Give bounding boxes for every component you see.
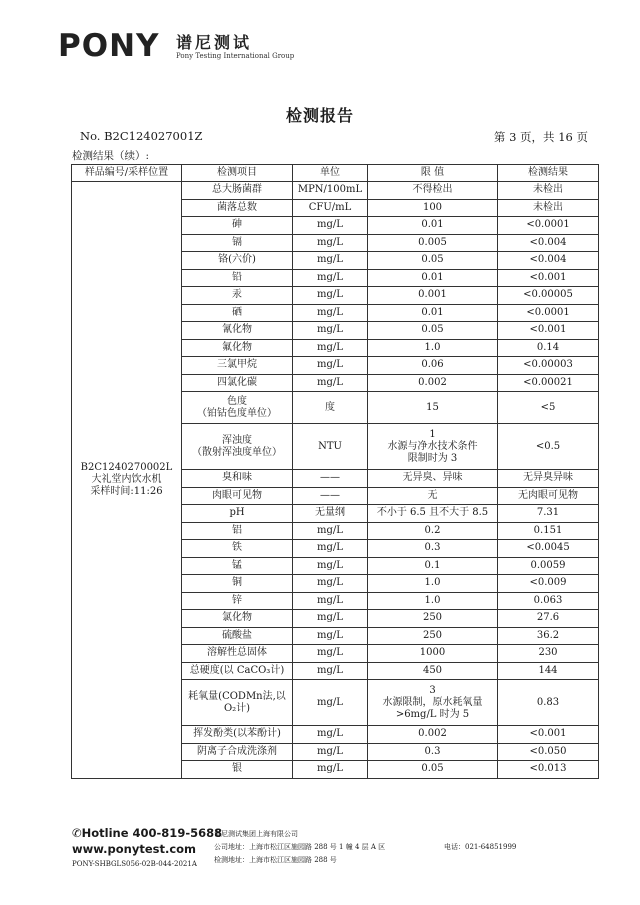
cell-unit: mg/L (293, 743, 368, 761)
pony-logo: PONY (58, 28, 160, 64)
sample-info: B2C1240270002L 大礼堂内饮水机 采样时间:11:26 (72, 182, 182, 779)
header-limit: 限 值 (368, 165, 498, 182)
cell-item: 耗氧量(CODMn法,以 O₂计) (182, 680, 293, 726)
cell-limit: 0.001 (368, 287, 498, 305)
cell-unit: mg/L (293, 304, 368, 322)
cell-unit: mg/L (293, 557, 368, 575)
cell-unit: mg/L (293, 322, 368, 340)
logo-chinese-name: 谱尼测试 (176, 33, 253, 52)
cell-unit: mg/L (293, 269, 368, 287)
cell-item: 硫酸盐 (182, 627, 293, 645)
cell-result: 144 (498, 662, 599, 680)
cell-result: <0.0001 (498, 304, 599, 322)
results-table (71, 164, 599, 779)
cell-result: 无肉眼可见物 (498, 487, 599, 505)
cell-result: <0.001 (498, 322, 599, 340)
cell-unit: mg/L (293, 234, 368, 252)
cell-unit: —— (293, 487, 368, 505)
cell-limit: 3 水源限制，原水耗氧量 >6mg/L 时为 5 (368, 680, 498, 726)
cell-unit: —— (293, 470, 368, 488)
cell-limit: 0.05 (368, 252, 498, 270)
cell-limit: 250 (368, 610, 498, 628)
cell-result: <0.050 (498, 743, 599, 761)
cell-limit: 0.2 (368, 522, 498, 540)
cell-unit: mg/L (293, 522, 368, 540)
cell-limit: 15 (368, 392, 498, 424)
cell-result: <0.00005 (498, 287, 599, 305)
cell-result: 36.2 (498, 627, 599, 645)
table-row (72, 182, 599, 200)
cell-limit: 450 (368, 662, 498, 680)
cell-item: 四氯化碳 (182, 374, 293, 392)
cell-item: 菌落总数 (182, 199, 293, 217)
cell-limit: 0.1 (368, 557, 498, 575)
results-continued-label: 检测结果（续）: (72, 150, 150, 162)
cell-result: <0.013 (498, 761, 599, 779)
cell-unit: mg/L (293, 339, 368, 357)
report-number: No. B2C124027001Z (80, 129, 203, 143)
cell-item: 砷 (182, 217, 293, 235)
cell-unit: mg/L (293, 726, 368, 744)
table-body (72, 182, 599, 779)
cell-unit: mg/L (293, 662, 368, 680)
cell-item: 汞 (182, 287, 293, 305)
testing-address: 检测地址：上海市松江区施园路 288 号 (214, 856, 337, 864)
header-sample: 样品编号/采样位置 (72, 165, 182, 182)
cell-result: 27.6 (498, 610, 599, 628)
cell-limit: 0.01 (368, 217, 498, 235)
document-code: PONY-SHBGLS056-02B-044-2021A (72, 860, 197, 868)
cell-unit: 无量纲 (293, 505, 368, 523)
cell-limit: 250 (368, 627, 498, 645)
cell-unit: mg/L (293, 287, 368, 305)
cell-item: 镉 (182, 234, 293, 252)
cell-result: 0.14 (498, 339, 599, 357)
cell-result: <0.5 (498, 424, 599, 470)
cell-result: 0.83 (498, 680, 599, 726)
cell-limit: 0.05 (368, 322, 498, 340)
company-address: 公司地址：上海市松江区施园路 288 号 1 幢 4 层 A 区 (214, 843, 386, 851)
cell-unit: mg/L (293, 374, 368, 392)
cell-item: 锌 (182, 592, 293, 610)
cell-limit: 0.06 (368, 357, 498, 375)
cell-result: 未检出 (498, 199, 599, 217)
cell-item: 铜 (182, 575, 293, 593)
page-info: 第 3 页，共 16 页 (493, 130, 588, 144)
cell-unit: NTU (293, 424, 368, 470)
cell-item: 总大肠菌群 (182, 182, 293, 200)
cell-item: 溶解性总固体 (182, 645, 293, 663)
cell-limit: 不得检出 (368, 182, 498, 200)
cell-limit: 100 (368, 199, 498, 217)
cell-limit: 1.0 (368, 575, 498, 593)
cell-result: 230 (498, 645, 599, 663)
cell-unit: mg/L (293, 252, 368, 270)
cell-unit: MPN/100mL (293, 182, 368, 200)
cell-limit: 0.01 (368, 269, 498, 287)
cell-item: 氟化物 (182, 339, 293, 357)
cell-item: 阴离子合成洗涤剂 (182, 743, 293, 761)
header-item: 检测项目 (182, 165, 293, 182)
hotline: ✆Hotline 400-819-5688 (72, 826, 223, 840)
cell-item: 锰 (182, 557, 293, 575)
cell-item: 氯化物 (182, 610, 293, 628)
cell-result: <0.004 (498, 234, 599, 252)
report-title: 检测报告 (285, 106, 354, 125)
cell-unit: mg/L (293, 627, 368, 645)
cell-result: 0.151 (498, 522, 599, 540)
cell-result: <0.00003 (498, 357, 599, 375)
cell-unit: 度 (293, 392, 368, 424)
cell-unit: mg/L (293, 645, 368, 663)
cell-item: 三氯甲烷 (182, 357, 293, 375)
cell-unit: mg/L (293, 680, 368, 726)
cell-unit: mg/L (293, 540, 368, 558)
cell-unit: mg/L (293, 217, 368, 235)
cell-item: 总硬度(以 CaCO₃计) (182, 662, 293, 680)
cell-limit: 不小于 6.5 且不大于 8.5 (368, 505, 498, 523)
cell-result: <0.004 (498, 252, 599, 270)
cell-item: 铁 (182, 540, 293, 558)
header (58, 28, 598, 70)
cell-limit: 0.05 (368, 761, 498, 779)
cell-limit: 0.002 (368, 374, 498, 392)
cell-limit: 1 水源与净水技术条件 限制时为 3 (368, 424, 498, 470)
cell-result: 7.31 (498, 505, 599, 523)
logo-english-name: Pony Testing International Group (176, 52, 295, 60)
cell-result: <0.0001 (498, 217, 599, 235)
cell-item: 氰化物 (182, 322, 293, 340)
header-unit: 单位 (293, 165, 368, 182)
cell-unit: CFU/mL (293, 199, 368, 217)
cell-item: 铬(六价) (182, 252, 293, 270)
cell-item: 银 (182, 761, 293, 779)
cell-item: 臭和味 (182, 470, 293, 488)
cell-result: <0.00021 (498, 374, 599, 392)
phone: 电话：021-64851999 (444, 843, 517, 851)
cell-limit: 1000 (368, 645, 498, 663)
header-result: 检测结果 (498, 165, 599, 182)
cell-item: 肉眼可见物 (182, 487, 293, 505)
cell-result: <0.001 (498, 269, 599, 287)
website: www.ponytest.com (72, 842, 197, 856)
cell-limit: 0.3 (368, 540, 498, 558)
cell-item: 硒 (182, 304, 293, 322)
cell-item: 色度 （铂钴色度单位） (182, 392, 293, 424)
cell-item: 铝 (182, 522, 293, 540)
cell-item: 挥发酚类(以苯酚计) (182, 726, 293, 744)
table-header-row (72, 165, 599, 182)
company-name: 谱尼测试集团上海有限公司 (214, 830, 298, 838)
cell-limit: 1.0 (368, 339, 498, 357)
cell-result: <0.009 (498, 575, 599, 593)
cell-item: 铅 (182, 269, 293, 287)
cell-item: pH (182, 505, 293, 523)
cell-unit: mg/L (293, 610, 368, 628)
cell-result: <5 (498, 392, 599, 424)
cell-limit: 0.3 (368, 743, 498, 761)
footer (72, 826, 602, 896)
cell-result: <0.001 (498, 726, 599, 744)
cell-result: 未检出 (498, 182, 599, 200)
cell-unit: mg/L (293, 592, 368, 610)
cell-item: 浑浊度 （散射浑浊度单位） (182, 424, 293, 470)
cell-unit: mg/L (293, 761, 368, 779)
cell-limit: 0.01 (368, 304, 498, 322)
cell-result: 0.063 (498, 592, 599, 610)
cell-result: <0.0045 (498, 540, 599, 558)
cell-limit: 无 (368, 487, 498, 505)
cell-result: 0.0059 (498, 557, 599, 575)
cell-unit: mg/L (293, 575, 368, 593)
cell-unit: mg/L (293, 357, 368, 375)
cell-limit: 0.002 (368, 726, 498, 744)
cell-limit: 1.0 (368, 592, 498, 610)
cell-limit: 0.005 (368, 234, 498, 252)
cell-limit: 无异臭、异味 (368, 470, 498, 488)
cell-result: 无异臭异味 (498, 470, 599, 488)
